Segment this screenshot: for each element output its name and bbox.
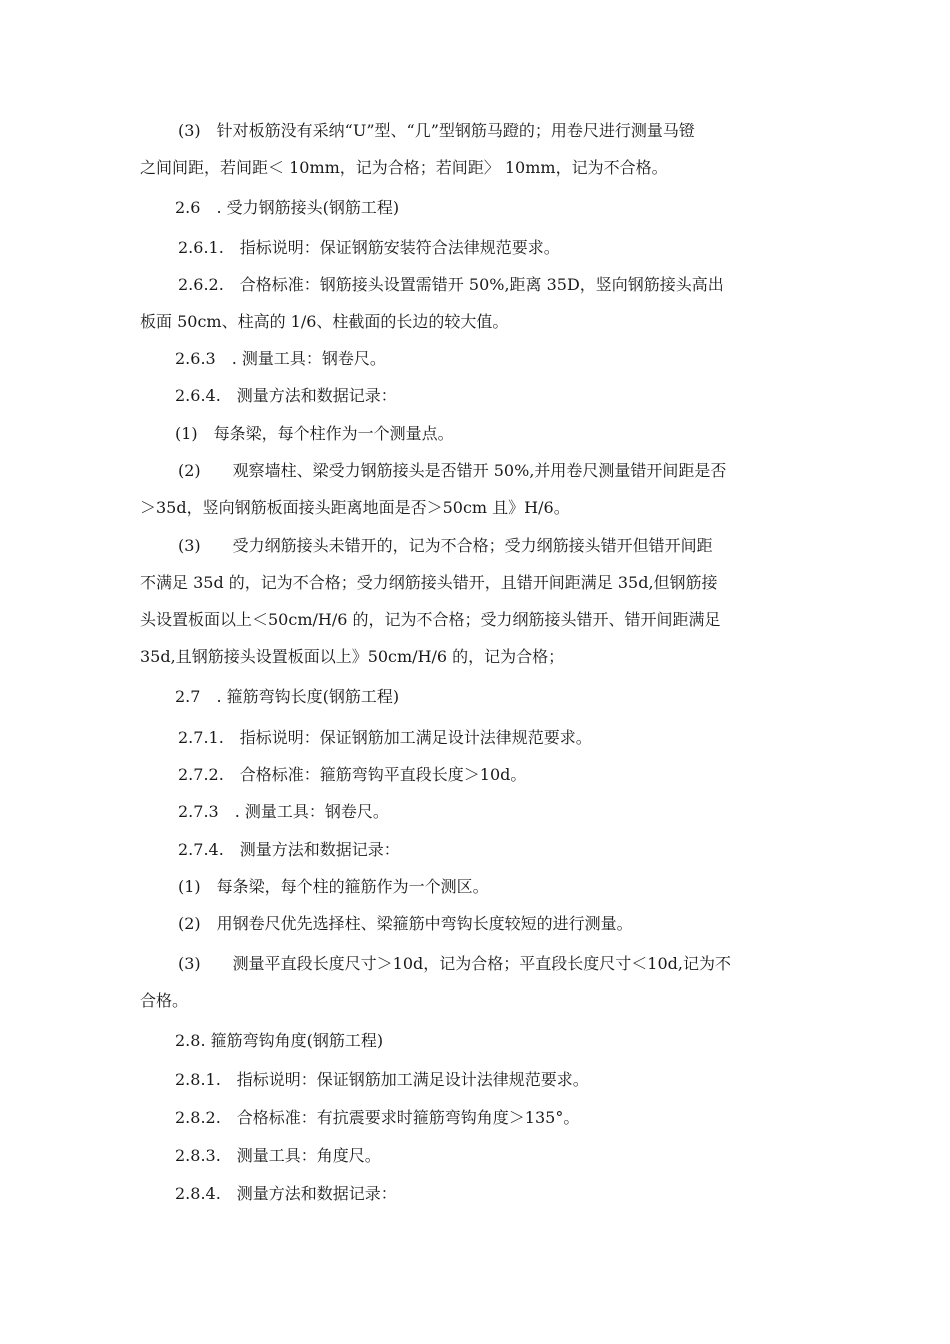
text-line: (1) 每条梁，每个柱作为一个测量点。 [175, 424, 454, 443]
text-line: 2.6.2. 合格标准：钢筋接头设置需错开 50%,距离 35D，竖向钢筋接头高出 [178, 275, 724, 294]
text-line: 2.8.4. 测量方法和数据记录： [175, 1184, 397, 1203]
text-line: 35d,且钢筋接头设置板面以上》50cm/H/6 的，记为合格； [140, 647, 565, 666]
text-line: 2.7.4. 测量方法和数据记录： [178, 840, 400, 859]
text-line: 之间间距，若间距＜ 10mm，记为合格；若间距〉 10mm，记为不合格。 [140, 158, 668, 177]
section-heading: 2.8. 箍筋弯钩角度(钢筋工程) [175, 1031, 384, 1050]
text-line: ＞35d，竖向钢筋板面接头距离地面是否＞50cm 且》H/6。 [140, 498, 570, 517]
text-line: 2.6.3 . 测量工具：钢卷尺。 [175, 349, 386, 368]
text-line: 合格。 [140, 991, 189, 1010]
text-line: 头设置板面以上＜50cm/H/6 的，记为不合格；受力纲筋接头错开、错开间距满足 [140, 610, 721, 629]
text-line: 板面 50cm、柱高的 1/6、柱截面的长边的较大值。 [140, 312, 509, 331]
text-line: 2.6.4. 测量方法和数据记录： [175, 386, 397, 405]
text-line: 2.8.3. 测量工具：角度尺。 [175, 1146, 381, 1165]
text-line: 2.8.1. 指标说明：保证钢筋加工满足设计法律规范要求。 [175, 1070, 589, 1089]
text-line: (3) 针对板筋没有采纳“U”型、“几”型钢筋马蹬的；用卷尺进行测量马镫 [178, 121, 695, 140]
section-heading: 2.7 . 箍筋弯钩长度(钢筋工程) [175, 687, 400, 706]
text-line: (3) 测量平直段长度尺寸＞10d，记为合格；平直段长度尺寸＜10d,记为不 [178, 954, 731, 973]
text-line: 2.8.2. 合格标准：有抗震要求时箍筋弯钩角度＞135°。 [175, 1108, 580, 1127]
text-line: 2.7.1. 指标说明：保证钢筋加工满足设计法律规范要求。 [178, 728, 592, 747]
text-line: 不满足 35d 的，记为不合格；受力纲筋接头错开，且错开间距满足 35d,但钢筋接 [140, 573, 718, 592]
text-line: 2.7.2. 合格标准：箍筋弯钩平直段长度＞10d。 [178, 765, 527, 784]
text-line: (2) 观察墙柱、梁受力钢筋接头是否错开 50%,并用卷尺测量错开间距是否 [178, 461, 727, 480]
text-line: 2.7.3 . 测量工具：钢卷尺。 [178, 802, 389, 821]
text-line: 2.6.1. 指标说明：保证钢筋安装符合法律规范要求。 [178, 238, 560, 257]
text-line: (1) 每条梁，每个柱的箍筋作为一个测区。 [178, 877, 489, 896]
section-heading: 2.6 . 受力钢筋接头(钢筋工程) [175, 198, 400, 217]
text-line: (2) 用钢卷尺优先选择柱、梁箍筋中弯钩长度较短的进行测量。 [178, 914, 633, 933]
text-line: (3) 受力纲筋接头未错开的，记为不合格；受力纲筋接头错开但错开间距 [178, 536, 713, 555]
